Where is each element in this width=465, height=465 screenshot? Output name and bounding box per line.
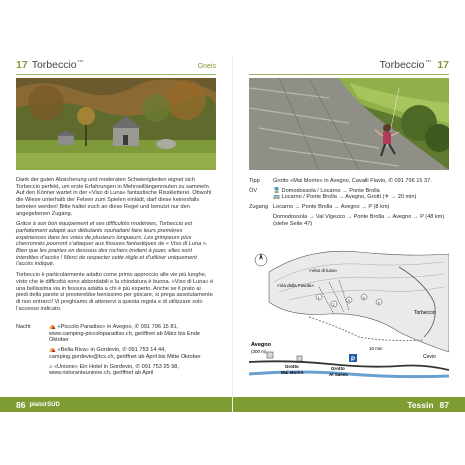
description-text [16,177,214,316]
left-page-number: 86 [16,399,26,410]
description-french: Grâce à son bon équipement et ses difficultés modérées, Torbeccio est parfaitement adapté aux débutants souhaitant faire leurs premières expériences dans les voies de plusieurs longueurs. Les grimpeurs plus chevronnés pourront s’attaquer aux fissures fantastiques de « Viso di Luna ». Bien que les prairies en dessous des rochers invitent à jouer, elles sont interdites d’accès ! Merci de respecter cette règle et d’utiliser uniquement l’accès indiqué. [16,221,208,268]
map-drawing [249,242,449,384]
sector-2: 2 [332,302,335,307]
label-cevio: Cevio [423,354,436,360]
description-german: Dank der guten Absicherung und moderaten Schwierigkeiten eignet sich Torbeccio perfekt, um erste Erfahrungen in Mehrseillängenrouten zu sammeln. Auf den Könner wartet in der «Viso di Luna» fantastische Risskletterei. Obwohl die Wiese unterhalb der Felsen zum Spielen einlädt, darf diese keinesfalls betreten werden! Bitte haltet euch an diese Regel und benutzt nur den angegebenen Zugang. [16,177,212,217]
route-stars: *** [77,59,84,66]
public-transport-row: ÖV 🚆 Domodossola / Locarno → Ponte Brolla 🚌 Locarno / Ponte Brolla → Avegno, Grotti (✈ → 20 min) [249,187,417,201]
route-title-right: Torbeccio*** [379,59,432,71]
access-map [249,242,449,384]
route-title: Torbeccio*** [31,59,84,71]
label-avegno: Avegno [251,342,271,348]
label-viso-luna: «Viso di luna» [309,268,338,273]
access-row: Zugang Locarno → Ponte Brolla → Avegno → P (8 km) Domodossola → Val Vigezzo → Ponte Brolla → Avegno → P (48 km) (siehe Seite 47) [249,204,445,227]
right-page-number: 87 [439,399,449,410]
label-torbeccio: Torbeccio [414,310,436,316]
label-al-sasso: Al Sasso [329,372,349,377]
route-stars-right: *** [425,59,432,66]
bed-icon: ⌂ [49,363,54,370]
label-grotto-2: Grotto [331,366,345,371]
label-via-favola: «Via della Favola» [277,283,314,288]
left-page [0,56,232,412]
tent-icon: ⛺ [49,324,58,330]
tip-row: Tipp Grotto «Mai Morire» in Avegno, Cavalli Flavio, ✆ 091 796 15 37. [249,178,432,184]
climber-photo [249,78,449,170]
route-number-right: 17 [437,59,449,71]
sector-1: 1 [317,295,320,300]
sector-4: 4 [362,295,365,300]
night-label: Nacht [16,324,31,330]
sector-5: 5 [377,300,380,305]
label-walk-time: 10 min [369,346,383,351]
left-page-header [16,59,216,73]
rock-type: Gneis [197,63,216,70]
route-info [249,178,449,230]
accommodation-bella-riva: ⛺ «Bella Riva» in Gordevio, ✆ 091 753 14 44, camping.gordevio@tcs.ch, geöffnet ab April bis Mitte Oktober [49,347,201,360]
stone-house-photo [16,78,216,170]
right-page [233,56,465,412]
label-altitude: (300 m) [251,349,267,354]
bus-icon: 🚌 [273,194,282,201]
right-page-header [249,59,449,73]
train-icon: 🚆 [273,187,282,194]
sector-3: 3 [347,298,350,303]
accommodation-section [16,324,216,380]
label-grotto: Grotto [285,364,299,369]
header-rule-right [249,74,449,75]
right-footer [233,397,465,412]
photo-climber [249,78,449,170]
left-footer [0,397,232,412]
parking-sign: P [351,357,356,363]
region-name: Tessin [407,399,434,410]
brand-logo: plaisirSUD [29,401,60,408]
tent-icon: ⛺ [49,347,58,354]
accommodation-unione: ⌂ «Unione» Ein Hotel in Gordevio, ✆ 091 753 25 98, www.ristoranteunione.ch, geöffnet ab April [49,363,179,377]
photo-stone-house [16,78,216,170]
header-rule [16,74,216,75]
accommodation-piccolo-paradiso: ⛺ «Piccolo Paradiso» in Avegno, ✆ 091 796 15 81, www.camping-piccoloparadiso.ch, geöffnet ab März bis Ende Oktober [49,324,201,344]
label-mai-morire: Mai Morire [281,370,304,375]
description-italian: Torbeccio è particolarmente adatto come primo approccio alle vie più lunghe, visto che le difficoltà sono abbordabili e la chiodatura è buona. «Viso di Luna» è una bellissima via in fessura adatta a chi è più esperto. Anche se il prato ai piedi della parete si presterebbe benissimo per giocare, si prega assolutamente di non entrarci! Vi preghiamo di attenervi a questa regola e di utilizzare solo l’accesso indicato. [16,272,214,312]
route-number: 17 [16,59,28,71]
